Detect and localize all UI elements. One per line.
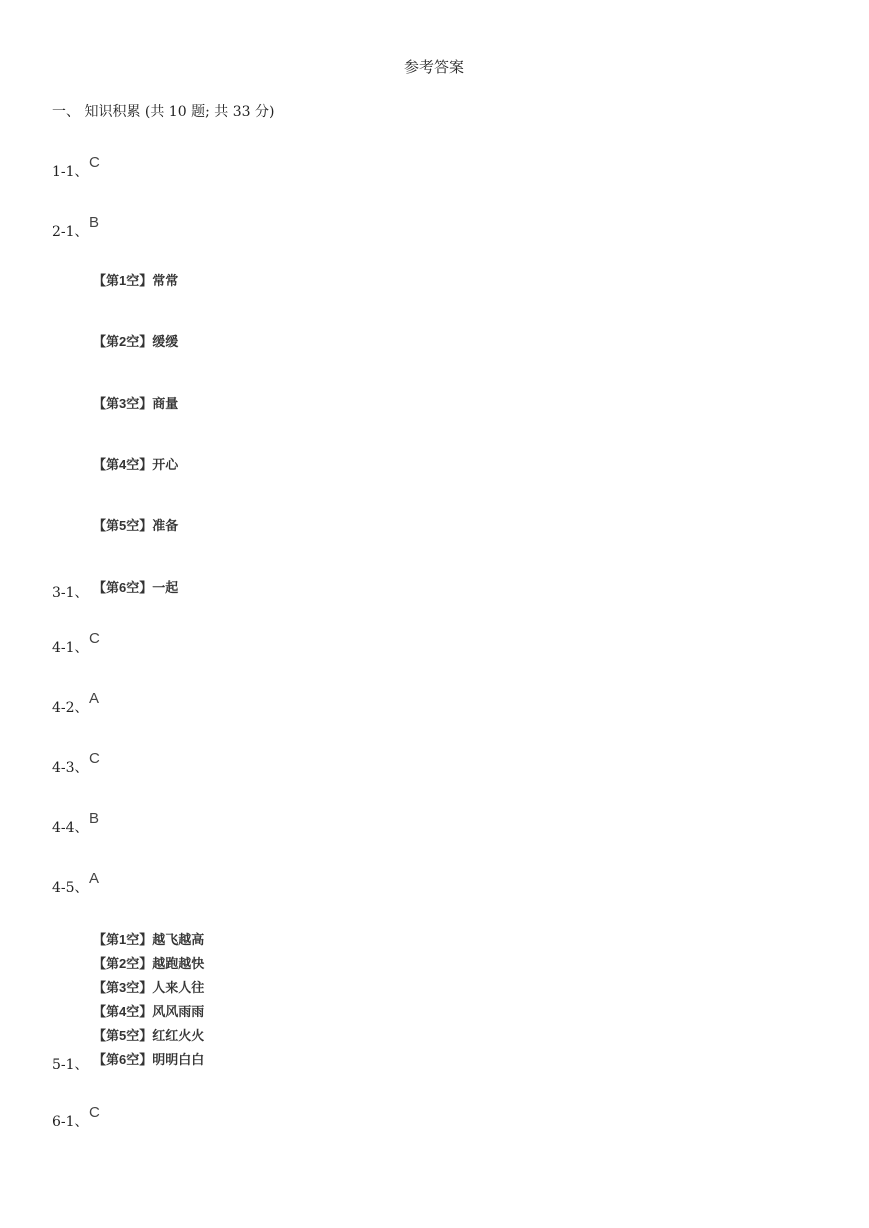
answer-value-4-4: B: [89, 810, 100, 827]
answer-value-4-5: A: [89, 870, 100, 887]
answer-number-4-2: 4-2、: [52, 700, 89, 716]
blank-b-5: [93, 1025, 204, 1044]
answer-number-2-1: 2-1、: [52, 224, 89, 240]
blank-a-1: [93, 270, 178, 289]
blank-value: 越跑越快: [152, 956, 205, 971]
answer-number-4-1: 4-1、: [52, 640, 89, 656]
blank-a-6: [93, 577, 178, 596]
page-title: 参考答案: [404, 58, 465, 76]
answer-value-1-1: C: [89, 154, 100, 171]
blank-b-4: [93, 1001, 204, 1020]
blank-value: 明明白白: [152, 1052, 205, 1067]
blank-label: 【第5空】: [93, 1028, 153, 1043]
blank-value: 越飞越高: [152, 932, 205, 947]
blank-label: 【第3空】: [93, 396, 153, 411]
blank-a-5: [93, 515, 178, 534]
blank-label: 【第6空】: [93, 1052, 153, 1067]
blank-a-2: [93, 331, 178, 350]
blank-value: 缓缓: [152, 334, 179, 349]
blank-value: 人来人往: [152, 980, 205, 995]
answer-number-4-5: 4-5、: [52, 880, 89, 896]
blank-b-2: [93, 953, 204, 972]
blank-label: 【第3空】: [93, 980, 153, 995]
blank-b-6: [93, 1049, 204, 1068]
blank-label: 【第4空】: [93, 457, 153, 472]
blank-value: 风风雨雨: [152, 1004, 205, 1019]
section-heading: 一、 知识积累 (共 10 题; 共 33 分): [52, 104, 275, 120]
answer-value-6-1: C: [89, 1104, 100, 1121]
blank-value: 一起: [152, 580, 179, 595]
blank-label: 【第6空】: [93, 580, 153, 595]
answer-value-2-1: B: [89, 214, 100, 231]
answer-value-4-3: C: [89, 750, 100, 767]
blank-label: 【第1空】: [93, 273, 153, 288]
answer-number-5-1: 5-1、: [52, 1057, 89, 1073]
answer-number-6-1: 6-1、: [52, 1114, 89, 1130]
blank-a-4: [93, 454, 178, 473]
answer-value-4-2: A: [89, 690, 100, 707]
blank-label: 【第2空】: [93, 334, 153, 349]
blank-value: 商量: [152, 396, 179, 411]
answer-number-4-4: 4-4、: [52, 820, 89, 836]
blank-value: 准备: [152, 518, 179, 533]
blank-label: 【第1空】: [93, 932, 153, 947]
blank-value: 红红火火: [152, 1028, 205, 1043]
answer-number-1-1: 1-1、: [52, 164, 89, 180]
blank-label: 【第5空】: [93, 518, 153, 533]
blank-b-1: [93, 929, 204, 948]
blank-a-3: [93, 393, 178, 412]
blank-value: 常常: [152, 273, 179, 288]
blank-label: 【第4空】: [93, 1004, 153, 1019]
answer-number-4-3: 4-3、: [52, 760, 89, 776]
blank-value: 开心: [152, 457, 179, 472]
blank-label: 【第2空】: [93, 956, 153, 971]
answer-value-4-1: C: [89, 630, 100, 647]
answer-number-3-1: 3-1、: [52, 585, 89, 601]
blank-b-3: [93, 977, 204, 996]
